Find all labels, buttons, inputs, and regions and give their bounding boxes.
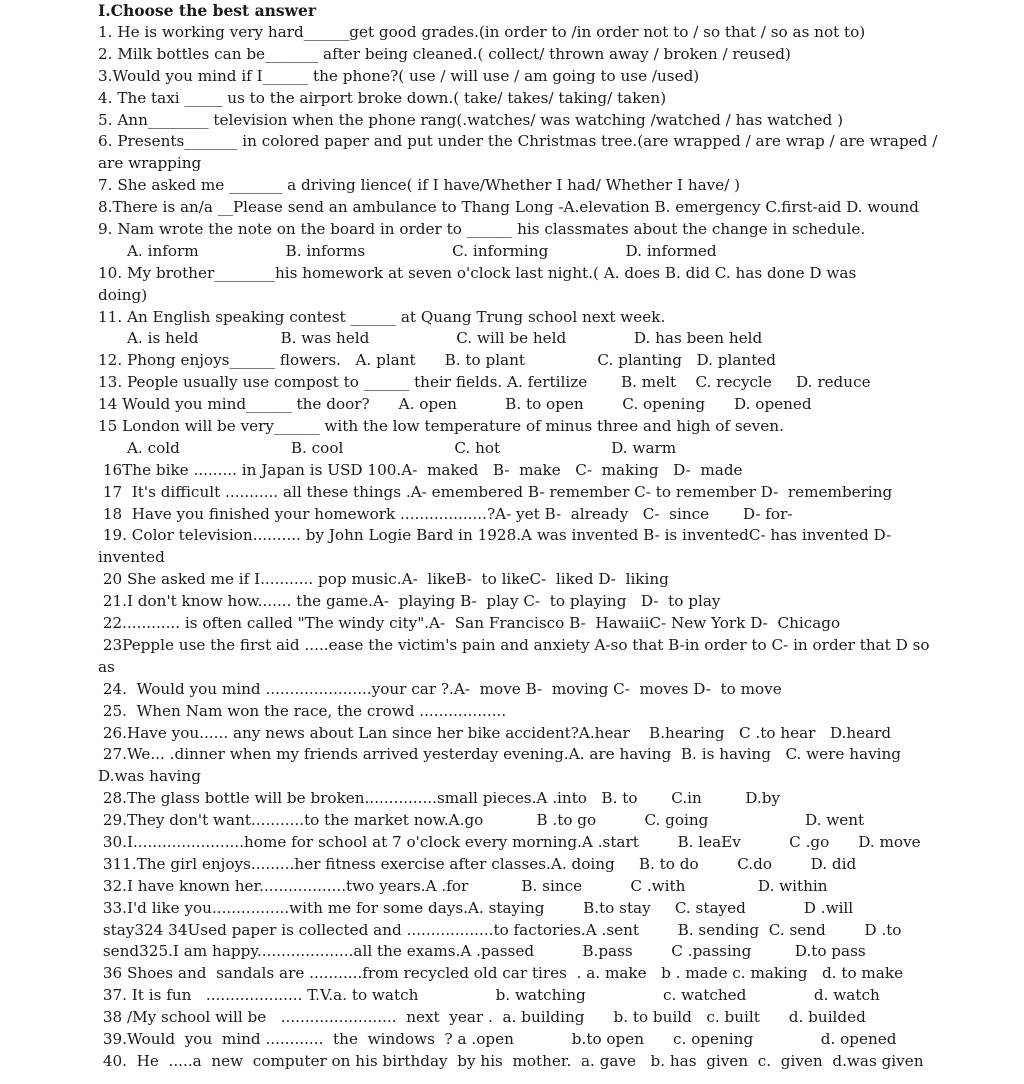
worksheet-line: 6. Presents_______ in colored paper and put under the Christmas tree.(are wrapped / are wrap / are wraped / [98,132,938,151]
worksheet-title: I.Choose the best answer [98,1,316,20]
worksheet-line: 17 It's difficult ........... all these things .A- emembered B- remember C- to remember D- remembering [98,482,893,501]
worksheet-line: A. inform B. informs C. informing D. informed [98,241,717,260]
worksheet-line: 18 Have you finished your homework ..................?A- yet B- already C- since D- for- [98,504,793,523]
worksheet-line: 11. An English speaking contest ______ at Quang Trung school next week. [98,307,666,326]
worksheet-line: 38 /My school will be ........................ next year . a. building b. to build c. built d. builded [98,1008,866,1027]
worksheet-line: A. is held B. was held C. will be held D. has been held [98,329,763,348]
worksheet-line: doing) [98,285,148,304]
question-list [98,22,940,1073]
worksheet-line: are wrapping [98,154,202,173]
worksheet-line: 36 Shoes and sandals are ...........from recycled old car tires . a. make b . made c. making d. to make [98,964,904,983]
worksheet-line: 4. The taxi _____ us to the airport broke down.( take/ takes/ taking/ taken) [98,88,667,107]
worksheet-line: send325.I am happy....................all the exams.A .passed B.pass C .passing D.to pass [98,942,866,961]
worksheet-line: stay324 34Used paper is collected and ..................to factories.A .sent B. sending C. send D .to [98,920,902,939]
worksheet-line: 40. He .....a new computer on his birthday by his mother. a. gave b. has given c. given d.was given [98,1051,924,1070]
worksheet-line: 22............ is often called "The windy city".A- San Francisco B- HawaiiC- New York D- Chicago [98,614,841,633]
worksheet-line: 23Pepple use the first aid .....ease the victim's pain and anxiety A-so that B-in order to C- in order that D so [98,635,930,654]
worksheet-line: 7. She asked me _______ a driving lience( if I have/Whether I had/ Whether I have/ ) [98,176,741,195]
worksheet-line: 30.I.......................home for school at 7 o'clock every morning.A .start B. leaEv C .go D. move [98,832,921,851]
worksheet-line: 32.I have known her..................two years.A .for B. since C .with D. within [98,876,828,895]
worksheet-line: 39.Would you mind ............ the windows ? a .open b.to open c. opening d. opened [98,1029,897,1048]
worksheet-line: 26.Have you...... any news about Lan since her bike accident?A.hear B.hearing C .to hear D.heard [98,723,892,742]
worksheet-line: 13. People usually use compost to ______ their fields. A. fertilize B. melt C. recycle D. reduce [98,373,871,392]
worksheet-line: 2. Milk bottles can be_______ after being cleaned.( collect/ thrown away / broken / reused) [98,44,791,63]
worksheet-line: 20 She asked me if I........... pop music.A- likeB- to likeC- liked D- liking [98,570,669,589]
worksheet-line: 33.I'd like you................with me for some days.A. staying B.to stay C. stayed D .will [98,898,854,917]
worksheet-line: 9. Nam wrote the note on the board in order to ______ his classmates about the change in schedule. [98,220,866,239]
worksheet-line: A. cold B. cool C. hot D. warm [98,438,677,457]
worksheet-line: 14 Would you mind______ the door? A. open B. to open C. opening D. opened [98,395,812,414]
worksheet-line: 12. Phong enjoys______ flowers. A. plant B. to plant C. planting D. planted [98,351,777,370]
worksheet-line: as [98,657,115,676]
worksheet-line: 3.Would you mind if I______ the phone?( use / will use / am going to use /used) [98,66,700,85]
worksheet-line: D.was having [98,767,201,786]
worksheet-line: 28.The glass bottle will be broken...............small pieces.A .into B. to C.in D.by [98,789,781,808]
worksheet-line: 25. When Nam won the race, the crowd .................. [98,701,507,720]
worksheet-line: 311.The girl enjoys.........her fitness exercise after classes.A. doing B. to do C.do D. did [98,854,857,873]
worksheet-line: 19. Color television.......... by John Logie Bard in 1928.A was invented B- is inventedC- has invented D- [98,526,892,545]
worksheet-line: invented [98,548,165,567]
worksheet-line: 10. My brother________his homework at seven o'clock last night.( A. does B. did C. has done D was [98,263,857,282]
worksheet-line: 15 London will be very______ with the low temperature of minus three and high of seven. [98,417,784,436]
worksheet-line: 1. He is working very hard______get good grades.(in order to /in order not to / so that / so as not to) [98,23,866,41]
worksheet-line: 37. It is fun .................... T.V.a. to watch b. watching c. watched d. watch [98,986,880,1005]
worksheet-line: 8.There is an/a __Please send an ambulance to Thang Long -A.elevation B. emergency C.first-aid D. wound [98,198,919,217]
worksheet-line: 5. Ann________ television when the phone rang(.watches/ was watching /watched / has watched ) [98,110,843,129]
worksheet-line: 29.They don't want...........to the market now.A.go B .to go C. going D. went [98,811,865,830]
worksheet-line: 24. Would you mind ......................your car ?.A- move B- moving C- moves D- to move [98,679,782,698]
worksheet-line: 21.I don't know how....... the game.A- playing B- play C- to playing D- to play [98,592,721,611]
worksheet-line: 16The bike ......... in Japan is USD 100.A- maked B- make C- making D- made [98,460,743,479]
worksheet-line: 27.We... .dinner when my friends arrived yesterday evening.A. are having B. is having C. were having [98,745,902,764]
